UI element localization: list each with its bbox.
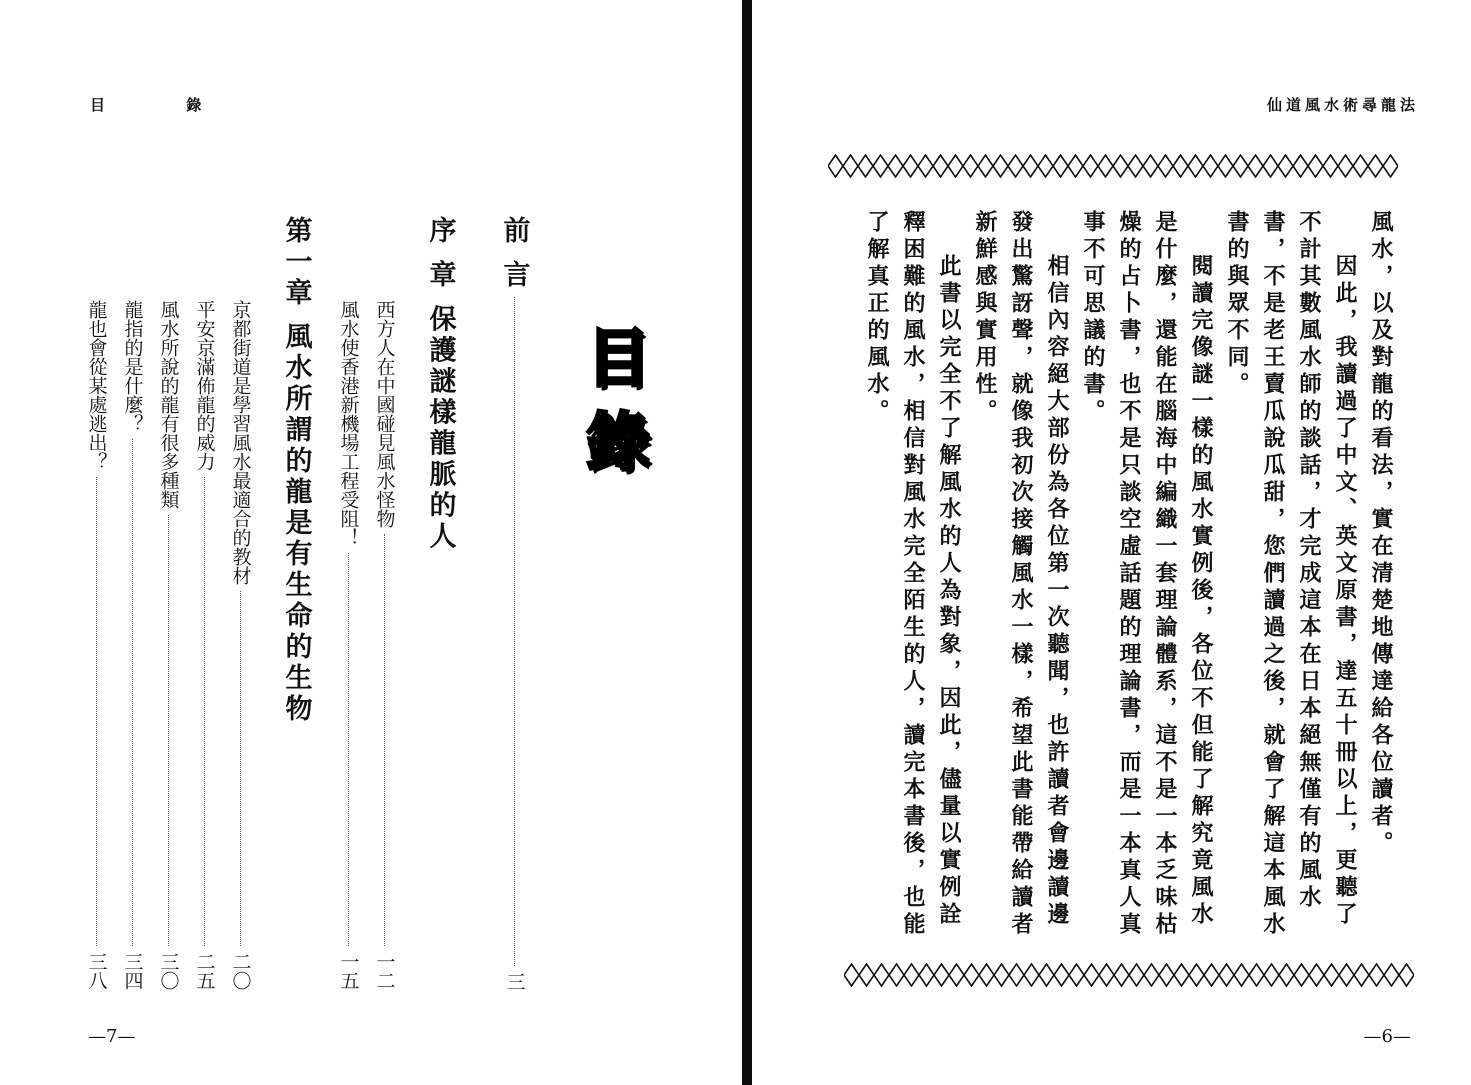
diamond-shape — [933, 155, 948, 177]
toc-leader — [132, 439, 133, 946]
diamond-shape — [1399, 964, 1414, 986]
left-running-head: 目 錄 — [90, 96, 240, 114]
diamond-shape — [1023, 155, 1038, 177]
diamond-shape — [1204, 964, 1219, 986]
diamond-shape — [1384, 964, 1399, 986]
paragraph: 因此，我讀過了中文、英文原書，達五十冊以上，更聽了不計其數風水師的談話，才完成這本在日本絕無僅有的風水書，不是老王賣瓜說瓜甜，您們讀過之後，就會了解這本風水書的與眾不同。 — [1224, 210, 1358, 939]
toc-entry-dragon-escape[interactable] — [84, 300, 108, 990]
diamond-shape — [859, 964, 874, 986]
diamond-shape — [948, 155, 963, 177]
diamond-shape — [934, 964, 949, 986]
toc-entry-page: 三八 — [85, 952, 108, 990]
toc-entry-page: 一二 — [373, 952, 396, 990]
diamond-shape — [949, 964, 964, 986]
toc-entry-page: 三四 — [121, 952, 144, 990]
diamond-ornament-top — [828, 154, 1398, 178]
toc-entry-page: 一五 — [337, 952, 360, 990]
diamond-shape — [1189, 964, 1204, 986]
diamond-shape — [1383, 155, 1398, 177]
toc-entry-label: 序 章 保護謎樣龍脈的人 — [424, 216, 456, 553]
toc-entry-western[interactable] — [372, 300, 396, 990]
toc-entry-chapter-1[interactable] — [280, 216, 312, 736]
toc-entry-prologue[interactable] — [424, 216, 456, 716]
diamond-shape — [858, 155, 873, 177]
toc-leader — [240, 591, 241, 946]
diamond-shape — [979, 964, 994, 986]
diamond-shape — [1234, 964, 1249, 986]
diamond-shape — [1293, 155, 1308, 177]
paragraph: 風水，以及對龍的看法，實在清楚地傳達給各位讀者。 — [1368, 210, 1394, 858]
diamond-shape — [1294, 964, 1309, 986]
toc-entry-page: 三 — [503, 972, 526, 991]
diamond-shape — [1008, 155, 1023, 177]
diamond-shape — [1038, 155, 1053, 177]
toc-entry-label: 龍指的是什麼？ — [121, 300, 144, 433]
left-folio: —7— — [88, 1026, 136, 1047]
toc-entry-label: 西方人在中國碰見風水怪物 — [373, 300, 396, 528]
diamond-shape — [1099, 964, 1114, 986]
diamond-shape — [828, 155, 843, 177]
diamond-shape — [1308, 155, 1323, 177]
body-text — [859, 210, 1399, 940]
diamond-shape — [1159, 964, 1174, 986]
toc-entry-label: 京都街道是學習風水最適合的教材 — [229, 300, 252, 585]
diamond-shape — [1353, 155, 1368, 177]
toc-entry-page: 二〇 — [229, 952, 252, 990]
diamond-shape — [1009, 964, 1024, 986]
diamond-shape — [1039, 964, 1054, 986]
diamond-shape — [1309, 964, 1324, 986]
diamond-shape — [1263, 155, 1278, 177]
diamond-shape — [1354, 964, 1369, 986]
right-folio: —6— — [1363, 1026, 1411, 1047]
diamond-shape — [1248, 155, 1263, 177]
diamond-shape — [1324, 964, 1339, 986]
diamond-shape — [1129, 964, 1144, 986]
diamond-shape — [1083, 155, 1098, 177]
diamond-shape — [919, 964, 934, 986]
diamond-shape — [1113, 155, 1128, 177]
diamond-shape — [904, 964, 919, 986]
paragraph: 相信內容絕大部份為各位第一次聽聞，也許讀者會邊讀邊發出驚訝聲，就像我初次接觸風水一樣，希望此書能帶給讀者新鮮感與實用性。 — [972, 210, 1070, 939]
diamond-shape — [1068, 155, 1083, 177]
diamond-shape — [1249, 964, 1264, 986]
diamond-shape — [1369, 964, 1384, 986]
diamond-shape — [1173, 155, 1188, 177]
diamond-shape — [1323, 155, 1338, 177]
diamond-shape — [1128, 155, 1143, 177]
book-spine — [742, 0, 752, 1085]
toc-entry-page: 三〇 — [157, 952, 180, 990]
diamond-shape — [1054, 964, 1069, 986]
diamond-shape — [978, 155, 993, 177]
diamond-shape — [1278, 155, 1293, 177]
diamond-shape — [1218, 155, 1233, 177]
diamond-shape — [918, 155, 933, 177]
diamond-shape — [874, 964, 889, 986]
diamond-shape — [994, 964, 1009, 986]
diamond-shape — [1098, 155, 1113, 177]
paragraph: 此書以完全不了解風水的人為對象，因此，儘量以實例詮釋困難的風水，相信對風水完全陌生的人，讀完本書後，也能了解真正的風水。 — [864, 210, 962, 939]
diamond-shape — [843, 155, 858, 177]
diamond-shape — [963, 155, 978, 177]
diamond-shape — [1053, 155, 1068, 177]
diamond-shape — [1279, 964, 1294, 986]
diamond-shape — [1264, 964, 1279, 986]
diamond-shape — [1188, 155, 1203, 177]
diamond-shape — [964, 964, 979, 986]
toc-entry-label: 平安京滿佈龍的威力 — [193, 300, 216, 471]
diamond-shape — [873, 155, 888, 177]
diamond-shape — [1069, 964, 1084, 986]
diamond-shape — [844, 964, 859, 986]
diamond-shape — [1219, 964, 1234, 986]
toc-title: 目錄 — [575, 324, 649, 492]
toc-entry-page: 二五 — [193, 952, 216, 990]
toc-entry-kyoto[interactable] — [228, 300, 252, 990]
diamond-shape — [888, 155, 903, 177]
diamond-shape — [1338, 155, 1353, 177]
toc-entry-label: 龍也會從某處逃出？ — [85, 300, 108, 471]
toc-leader — [384, 534, 385, 946]
diamond-shape — [1339, 964, 1354, 986]
diamond-shape — [1084, 964, 1099, 986]
diamond-shape — [1174, 964, 1189, 986]
toc-leader — [168, 515, 169, 946]
paragraph: 閱讀完像謎一樣的風水實例後，各位不但能了解究竟風水是什麼，還能在腦海中編織一套理論體系，這不是一本乏味枯燥的占卜書，也不是只談空虛話題的理論書，而是一本真人真事不可思議的書。 — [1080, 210, 1214, 939]
diamond-shape — [1114, 964, 1129, 986]
toc-entry-dragon-types[interactable] — [156, 300, 180, 990]
diamond-ornament-bottom — [844, 963, 1414, 987]
diamond-shape — [889, 964, 904, 986]
toc-entry-heiankyo[interactable] — [192, 300, 216, 990]
diamond-shape — [1158, 155, 1173, 177]
right-page — [752, 0, 1471, 1085]
diamond-shape — [1368, 155, 1383, 177]
diamond-shape — [1024, 964, 1039, 986]
toc-leader — [204, 477, 205, 946]
diamond-shape — [1203, 155, 1218, 177]
toc-entry-label: 風水所說的龍有很多種類 — [157, 300, 180, 509]
right-running-head: 仙道風水術尋龍法 — [1266, 96, 1419, 114]
toc-entry-label: 前 言 — [498, 216, 530, 292]
diamond-shape — [1144, 964, 1159, 986]
toc-leader — [514, 297, 515, 966]
toc-leader — [348, 553, 349, 946]
diamond-shape — [1143, 155, 1158, 177]
toc-entry-label: 第一章 風水所謂的龍是有生命的生物 — [280, 216, 312, 726]
toc-entry-preface[interactable] — [498, 216, 530, 991]
toc-entry-what-is-dragon[interactable] — [120, 300, 144, 990]
toc-leader — [96, 477, 97, 946]
diamond-shape — [1233, 155, 1248, 177]
diamond-shape — [993, 155, 1008, 177]
toc-entry-hongkong[interactable] — [336, 300, 360, 990]
diamond-shape — [903, 155, 918, 177]
toc-entry-label: 風水使香港新機場工程受阻！ — [337, 300, 360, 547]
